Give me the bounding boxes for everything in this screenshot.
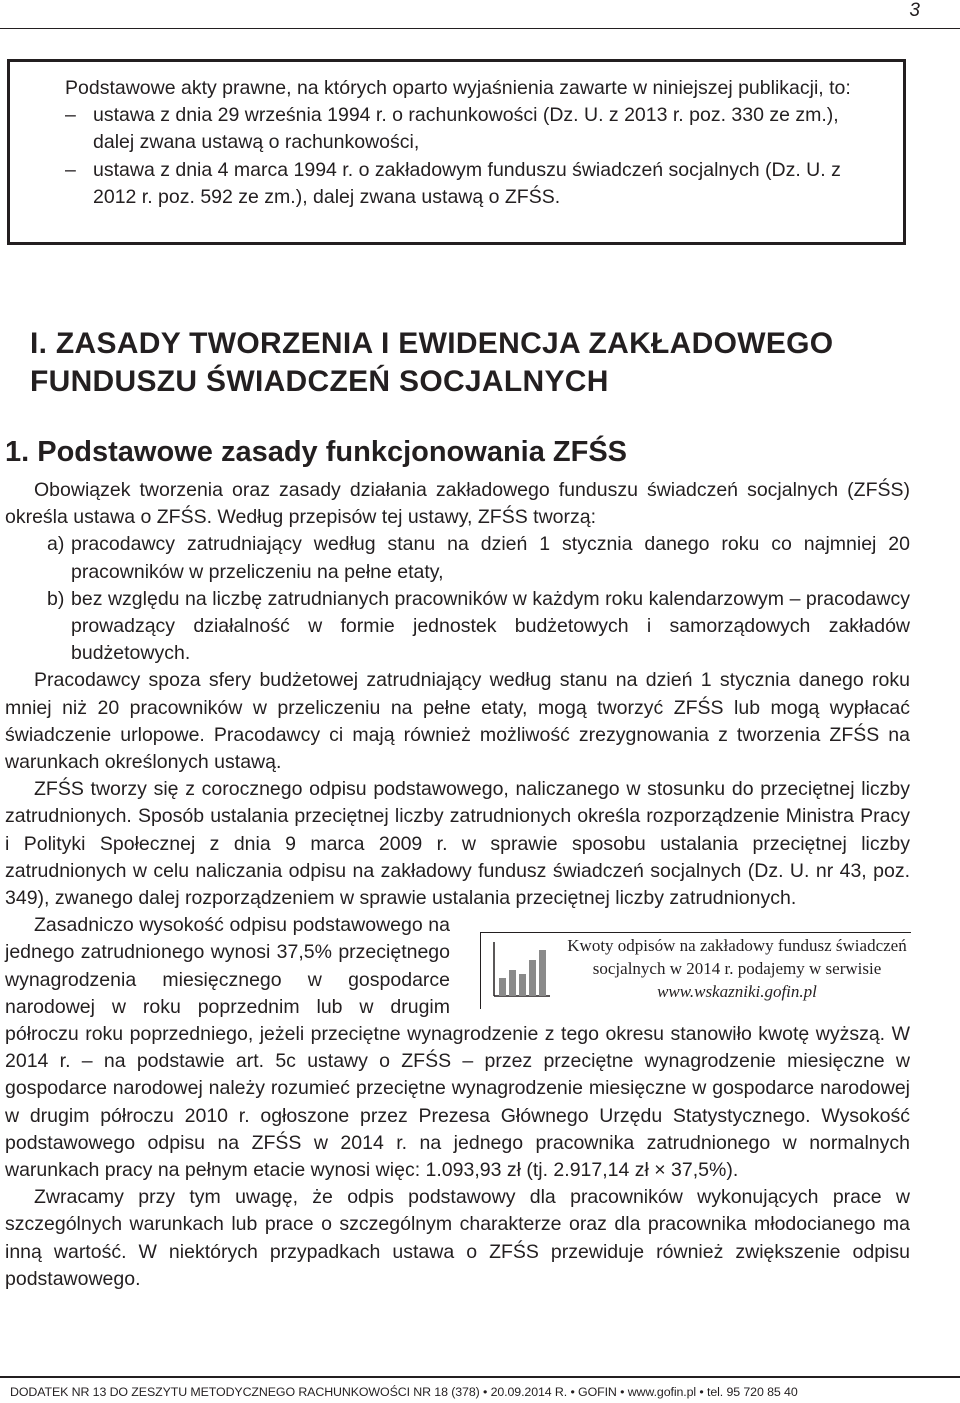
paragraph: ZFŚS tworzy się z corocznego odpisu podstawowego, naliczanego w stosunku do przeciętnej liczby zatrudnionych. Sposób ustalania przeciętnej liczby zatrudnionych określa rozporządzenie Ministra Pracy i Polityki Społecznej z dnia 9 marca 2009 r. w sprawie sposobu ustalania przeciętnej liczby zatrudnionych w celu naliczania odpisu na zakładowy fundusz świadczeń socjalnych (Dz. U. nr 43, poz. 349), zwanego dalej rozporządzeniem w sprawie ustalania przeciętnej liczby zatrudnionych.	[5, 778, 910, 910]
legal-act-item: – ustawa z dnia 4 marca 1994 r. o zakładowym funduszu świadczeń socjalnych (Dz. U. z 2012 r. poz. 592 ze zm.), dalej zwana ustawą o ZFŚS.	[65, 157, 877, 211]
page-number: 3	[909, 0, 920, 21]
list-item-text: pracodawcy zatrudniający według stanu na dzień 1 stycznia danego roku co najmniej 20 pracowników w przeliczeniu na pełne etaty,	[71, 533, 910, 583]
paragraph: Zasadniczo wysokość odpisu podstawowego na jednego zatrudnionego wynosi 37,5% przeciętnego wynagrodzenia miesięcznego w gospodarce narodowej w roku poprzednim lub w drugim półroczu roku poprzedniego, jeżeli przeciętne wynagrodzenie z tego okresu stanowiło kwotę wyższą. W 2014 r. – na podstawie art. 5c ustawy o ZFŚS – przez przeciętne wynagrodzenie miesięczne w gospodarce narodowej należy rozumieć przeciętne wynagrodzenie miesięczne w gospodarce narodowej w drugim półroczu 2010 r. ogłoszone przez Prezesa Głównego Urzędu Statystycznego. Wysokość podstawowego odpisu na ZFŚS w 2014 r. na jednego pracownika zatrudnionego w normalnych warunkach pracy na pełnym etacie wynosi więc: 1.093,93 zł (tj. 2.917,14 zł × 37,5%).	[5, 914, 910, 1182]
list-marker: b)	[47, 587, 65, 610]
list-item	[5, 531, 910, 585]
sidebar-note-body: Kwoty odpisów na zakładowy fundusz świadczeń socjalnych w 2014 r. podajemy w serwisie	[567, 936, 907, 979]
chapter-title-line: I. ZASADY TWORZENIA I EWIDENCJA ZAKŁADOWEGO	[30, 327, 834, 360]
sidebar-note	[480, 916, 910, 1008]
paragraph: Obowiązek tworzenia oraz zasady działania zakładowego funduszu świadczeń socjalnych (ZFŚS) określa ustawa o ZFŚS. Według przepisów tej ustawy, ZFŚS tworzą:	[5, 479, 910, 529]
paragraph: Zwracamy przy tym uwagę, że odpis podstawowy dla pracowników wykonujących prace w szczególnych warunkach lub prace o szczególnym charakterze oraz dla pracownika młodocianego ma inną wartość. W niektórych przypadkach ustawa o ZFŚS przewiduje również zwiększenie odpisu podstawowego.	[5, 1186, 910, 1290]
top-rule	[0, 28, 960, 29]
footer-rule	[0, 1376, 960, 1378]
chapter-title-line: FUNDUSZU ŚWIADCZEŃ SOCJALNYCH	[30, 365, 609, 398]
page-footer: DODATEK NR 13 DO ZESZYTU METODYCZNEGO RACHUNKOWOŚCI NR 18 (378) • 20.09.2014 R. • GOFIN • www.gofin.pl • tel. 95 720 85 40	[10, 1385, 798, 1399]
list-marker: a)	[47, 533, 65, 556]
legal-act-item: – ustawa z dnia 29 września 1994 r. o rachunkowości (Dz. U. z 2013 r. poz. 330 ze zm.), dalej zwana ustawą o rachunkowości,	[65, 102, 877, 156]
bar-chart-icon	[490, 940, 552, 1000]
list-item	[5, 586, 910, 668]
legal-acts-list	[65, 102, 877, 211]
list-item-text: bez względu na liczbę zatrudnianych pracowników w każdym roku kalendarzowym – pracodawcy prowadzący działalność w formie jednostek budżetowych i samorządowych zakładów budżetowych.	[71, 587, 910, 665]
legal-acts-box	[7, 59, 906, 245]
legal-acts-lead: Podstawowe akty prawne, na których oparto wyjaśnienia zawarte w niniejszej publikacji, to:	[65, 77, 851, 99]
sidebar-note-link[interactable]: www.wskazniki.gofin.pl	[657, 982, 817, 1002]
section-title: 1. Podstawowe zasady funkcjonowania ZFŚS	[5, 436, 628, 468]
paragraph: Pracodawcy spoza sfery budżetowej zatrudniający według stanu na dzień 1 stycznia danego roku mniej niż 20 pracowników w przeliczeniu na pełne etaty, mogą tworzyć ZFŚS lub mogą wypłacać świadczenie urlopowe. Pracodawcy ci mają również możliwość zrezygnowania z tworzenia ZFŚS na warunkach określonych ustawą.	[5, 669, 910, 774]
employer-list	[5, 531, 910, 667]
chapter-title	[30, 325, 910, 401]
article-body	[5, 477, 910, 1293]
sidebar-note-text	[564, 934, 910, 1003]
